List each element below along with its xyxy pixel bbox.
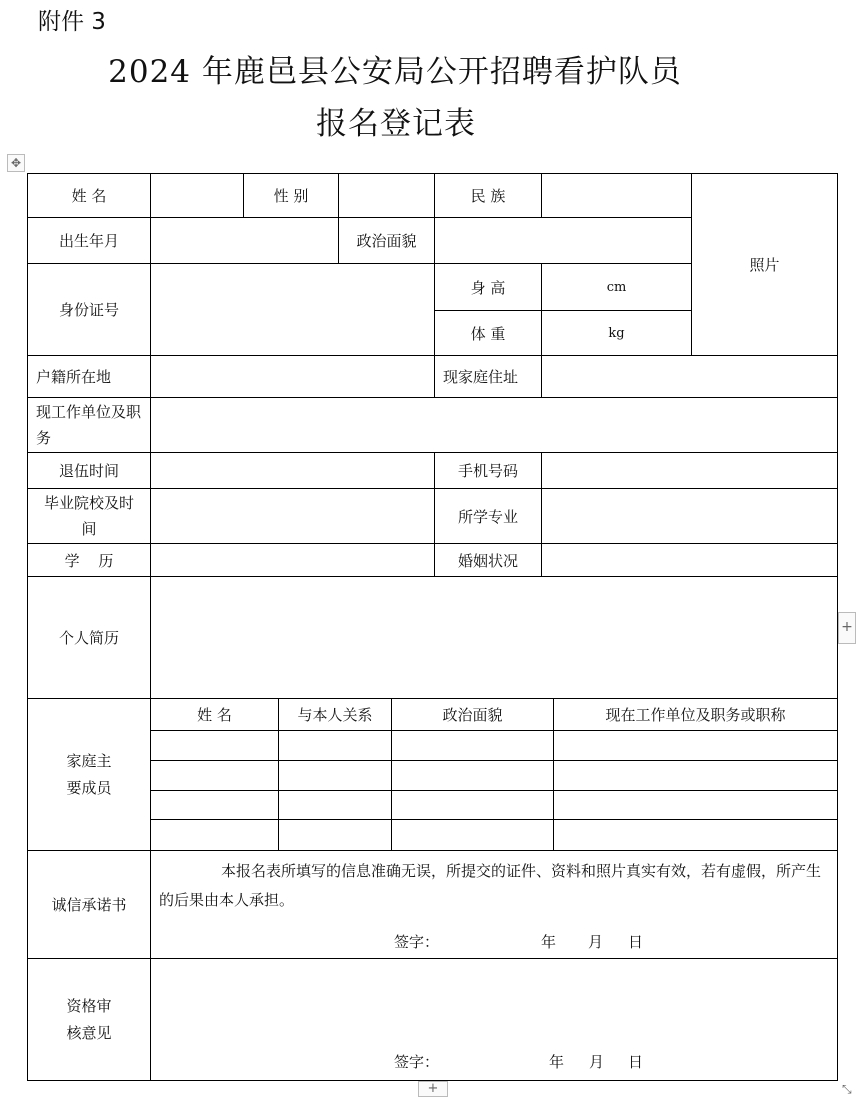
family-work-cell[interactable] xyxy=(553,790,838,820)
family-work-header: 现在工作单位及职务或职称 xyxy=(553,698,838,731)
family-political-cell[interactable] xyxy=(391,790,554,820)
major-label: 所学专业 xyxy=(434,488,542,544)
family-relation-cell[interactable] xyxy=(278,760,392,791)
height-label: 身 高 xyxy=(434,263,542,311)
ethnicity-label: 民 族 xyxy=(434,173,542,218)
name-field[interactable] xyxy=(150,173,244,218)
family-political-cell[interactable] xyxy=(391,730,554,761)
address-label: 现家庭住址 xyxy=(434,355,542,398)
month-label: 月 xyxy=(589,1053,605,1071)
marital-label: 婚姻状况 xyxy=(434,543,542,577)
weight-label: 体 重 xyxy=(434,310,542,356)
marital-field[interactable] xyxy=(541,543,838,577)
school-label: 毕业院校及时间 xyxy=(27,488,151,544)
family-relation-cell[interactable] xyxy=(278,819,392,851)
political-field[interactable] xyxy=(434,217,692,264)
page-title: 2024 年鹿邑县公安局公开招聘看护队员 xyxy=(108,54,682,90)
review-signature-line[interactable] xyxy=(394,1051,654,1071)
household-label: 户籍所在地 xyxy=(27,355,151,398)
family-name-cell[interactable] xyxy=(150,819,279,851)
promise-signature-line[interactable] xyxy=(394,931,654,951)
family-name-cell[interactable] xyxy=(150,730,279,761)
family-name-cell[interactable] xyxy=(150,760,279,791)
gender-label: 性 别 xyxy=(243,173,339,218)
promise-label: 诚信承诺书 xyxy=(27,850,151,959)
add-column-button[interactable]: + xyxy=(838,612,856,644)
attachment-label: 附件 3 xyxy=(38,9,106,35)
family-name-header: 姓 名 xyxy=(150,698,279,731)
page-subtitle: 报名登记表 xyxy=(316,106,476,142)
height-field[interactable]: cm xyxy=(541,263,692,311)
year-label: 年 xyxy=(549,1053,565,1071)
name-label: 姓 名 xyxy=(27,173,151,218)
signature-label: 签字： xyxy=(394,1053,440,1071)
family-label: 家庭主要成员 xyxy=(27,698,151,851)
education-label: 学 历 xyxy=(27,543,151,577)
resume-label: 个人简历 xyxy=(27,576,151,699)
year-label: 年 xyxy=(541,933,557,951)
discharge-label: 退伍时间 xyxy=(27,452,151,489)
address-field[interactable] xyxy=(541,355,838,398)
family-political-cell[interactable] xyxy=(391,760,554,791)
family-relation-cell[interactable] xyxy=(278,790,392,820)
family-relation-header: 与本人关系 xyxy=(278,698,392,731)
review-label: 资格审核意见 xyxy=(27,958,151,1081)
gender-field[interactable] xyxy=(338,173,435,218)
ethnicity-field[interactable] xyxy=(541,173,692,218)
table-move-handle-icon[interactable]: ✥ xyxy=(7,154,25,172)
family-name-cell[interactable] xyxy=(150,790,279,820)
registration-form-table xyxy=(27,173,838,1081)
review-section[interactable] xyxy=(150,958,838,1081)
discharge-field[interactable] xyxy=(150,452,435,489)
family-political-cell[interactable] xyxy=(391,819,554,851)
day-label: 日 xyxy=(628,933,644,951)
resize-handle-icon[interactable]: ⤡ xyxy=(842,1082,852,1096)
phone-field[interactable] xyxy=(541,452,838,489)
birth-label: 出生年月 xyxy=(27,217,151,264)
family-relation-cell[interactable] xyxy=(278,730,392,761)
resume-field[interactable] xyxy=(150,576,838,699)
id-number-label: 身份证号 xyxy=(27,263,151,356)
weight-field[interactable]: kg xyxy=(541,310,692,356)
signature-label: 签字： xyxy=(394,933,440,951)
photo-field[interactable]: 照片 xyxy=(691,173,838,356)
id-number-field[interactable] xyxy=(150,263,435,356)
education-field[interactable] xyxy=(150,543,435,577)
school-field[interactable] xyxy=(150,488,435,544)
household-field[interactable] xyxy=(150,355,435,398)
work-unit-label: 现工作单位及职 务 xyxy=(27,397,151,453)
work-unit-field[interactable] xyxy=(150,397,838,453)
family-political-header: 政治面貌 xyxy=(391,698,554,731)
family-work-cell[interactable] xyxy=(553,819,838,851)
promise-section xyxy=(150,850,838,959)
phone-label: 手机号码 xyxy=(434,452,542,489)
day-label: 日 xyxy=(628,1053,644,1071)
major-field[interactable] xyxy=(541,488,838,544)
birth-field[interactable] xyxy=(150,217,339,264)
promise-text: 本报名表所填写的信息准确无误，所提交的证件、资料和照片真实有效，若有虚假，所产生的后果由本人承担。 xyxy=(159,862,822,909)
month-label: 月 xyxy=(588,933,604,951)
family-work-cell[interactable] xyxy=(553,760,838,791)
add-row-button[interactable]: + xyxy=(418,1081,448,1097)
family-work-cell[interactable] xyxy=(553,730,838,761)
political-label: 政治面貌 xyxy=(338,217,435,264)
